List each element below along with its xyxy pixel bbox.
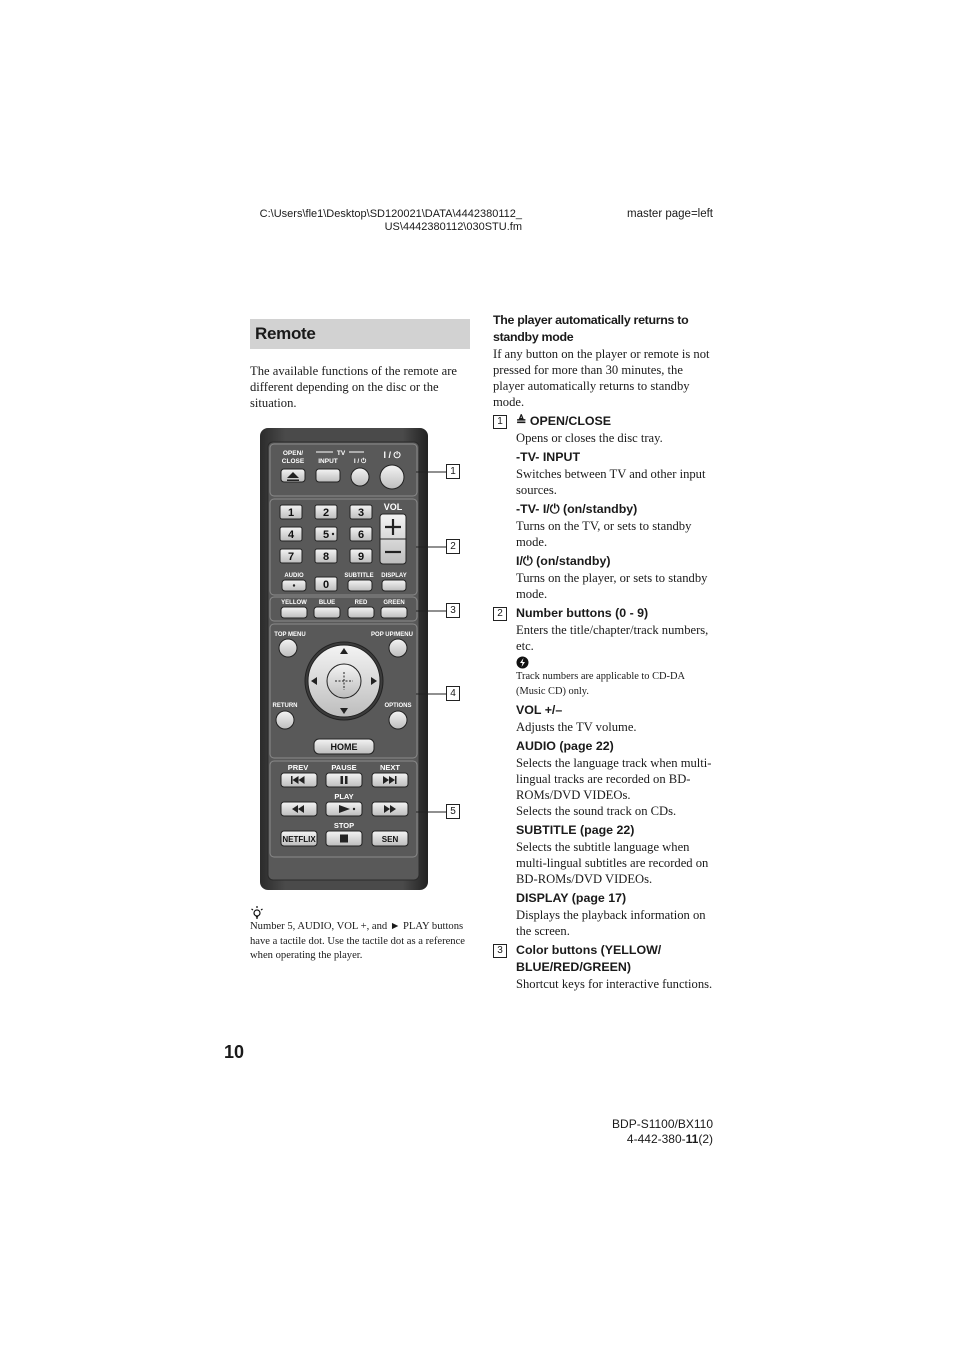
remote-popup-button bbox=[389, 639, 407, 657]
footer-code-prefix: 4-442-380- bbox=[626, 1132, 686, 1146]
remote-tv-power-button bbox=[351, 468, 369, 486]
remote-netflix-label: NETFLIX bbox=[282, 835, 316, 844]
standby-heading bbox=[493, 312, 715, 346]
remote-power-button bbox=[380, 465, 404, 489]
remote-return-label: RETURN bbox=[272, 703, 298, 709]
display-body: Displays the playback information on the screen. bbox=[516, 908, 706, 938]
footer-code bbox=[560, 1132, 713, 1147]
tv-power-body: Turns on the TV, or sets to standby mode. bbox=[516, 519, 692, 549]
item-2 bbox=[493, 605, 715, 939]
power-body: Turns on the player, or sets to standby mode. bbox=[516, 571, 708, 601]
remote-sen-label: SEN bbox=[381, 835, 399, 844]
remote-number-label-3: 4 bbox=[287, 529, 295, 541]
remote-color-button-1 bbox=[314, 607, 340, 618]
item-1-number: 1 bbox=[493, 415, 507, 429]
callout-5: 5 bbox=[446, 804, 460, 819]
power-title: I/⏻ (on/standby) bbox=[516, 554, 611, 568]
remote-subtitle-button bbox=[348, 580, 372, 591]
remote-color-button-2 bbox=[348, 607, 374, 618]
right-column bbox=[493, 312, 715, 992]
remote-home-label: HOME bbox=[330, 742, 358, 752]
tv-power-title: -TV- I/⏻ (on/standby) bbox=[516, 502, 638, 516]
remote-subtitle-label: SUBTITLE bbox=[344, 573, 374, 579]
item-2-body: Enters the title/chapter/track numbers, etc. bbox=[516, 623, 709, 653]
footer-code-bold: 11 bbox=[685, 1132, 699, 1146]
remote-color-label-1: BLUE bbox=[318, 600, 336, 606]
note-text: Track numbers are applicable to CD-DA (Music CD) only. bbox=[516, 671, 685, 697]
subtitle-body: Selects the subtitle language when multi-lingual subtitles are recorded on BD-ROMs/DVD VIDEOs. bbox=[516, 840, 709, 886]
remote-options-label: OPTIONS bbox=[384, 703, 412, 709]
callout-2: 2 bbox=[446, 539, 460, 554]
remote-number-label-7: 8 bbox=[322, 551, 330, 563]
master-page-label: master page=left bbox=[627, 208, 713, 220]
remote-number-label-1: 2 bbox=[322, 507, 330, 519]
item-3-title-1: Color buttons (YELLOW/ bbox=[516, 943, 662, 957]
remote-top-menu-button bbox=[279, 639, 297, 657]
remote-vol-label: VOL bbox=[383, 502, 403, 512]
intro-paragraph: The available functions of the remote are different depending on the disc or the situation. bbox=[250, 364, 458, 410]
remote-illustration bbox=[260, 428, 460, 890]
item-1-body: Opens or closes the disc tray. bbox=[516, 431, 663, 445]
footer-model: BDP-S1100/BX110 bbox=[612, 1117, 713, 1131]
file-path-line-1: C:\Users\fle1\Desktop\SD120021\DATA\4442380112_ bbox=[259, 208, 522, 220]
remote-open-label-2: CLOSE bbox=[281, 458, 305, 465]
remote-input-label: INPUT bbox=[318, 458, 338, 465]
remote-color-button-3 bbox=[381, 607, 407, 618]
remote-number-label-6: 7 bbox=[287, 551, 295, 563]
remote-number-label-9: 0 bbox=[322, 579, 330, 591]
audio-body-1: Selects the language track when multi-lingual tracks are recorded on BD-ROMs/DVD VIDEOs. bbox=[516, 756, 712, 802]
remote-next-label: NEXT bbox=[379, 763, 401, 772]
remote-number-label-5: 6 bbox=[357, 529, 365, 541]
standby-heading-line-2: standby mode bbox=[493, 330, 574, 344]
footer bbox=[560, 1117, 713, 1147]
remote-number-label-8: 9 bbox=[357, 551, 365, 563]
file-path-header bbox=[252, 208, 522, 234]
item-1 bbox=[493, 413, 715, 602]
remote-popup-label: POP UP/MENU bbox=[371, 632, 413, 638]
remote-display-label: DISPLAY bbox=[381, 573, 407, 579]
remote-number-label-4: 5 bbox=[322, 529, 330, 541]
remote-color-button-0 bbox=[281, 607, 307, 618]
remote-color-label-2: RED bbox=[354, 600, 368, 606]
remote-input-button bbox=[316, 469, 340, 482]
callout-3: 3 bbox=[446, 603, 460, 618]
item-2-title: Number buttons (0 - 9) bbox=[516, 606, 649, 620]
display-title: DISPLAY (page 17) bbox=[516, 891, 627, 905]
remote-tv-power-label: I / ⏻ bbox=[353, 458, 367, 465]
remote-return-button bbox=[276, 711, 294, 729]
tv-input-title: -TV- INPUT bbox=[516, 450, 581, 464]
stop-icon bbox=[340, 835, 348, 843]
vol-title: VOL +/– bbox=[516, 703, 563, 717]
file-path-line-2: US\4442380112\030STU.fm bbox=[384, 221, 522, 233]
remote-number-label-2: 3 bbox=[357, 507, 365, 519]
remote-number-label-0: 1 bbox=[287, 507, 295, 519]
callout-4: 4 bbox=[446, 686, 460, 701]
item-3-title-2: BLUE/RED/GREEN) bbox=[516, 960, 631, 974]
remote-power-label: I / ⏻ bbox=[383, 450, 401, 460]
remote-top-menu-label: TOP MENU bbox=[274, 632, 306, 638]
remote-options-button bbox=[389, 711, 407, 729]
item-2-number: 2 bbox=[493, 607, 507, 621]
callout-1: 1 bbox=[446, 464, 460, 479]
remote-drawing bbox=[260, 428, 460, 890]
footer-code-suffix: (2) bbox=[698, 1132, 713, 1146]
remote-tv-label: TV bbox=[336, 450, 346, 457]
remote-play-label: PLAY bbox=[334, 792, 354, 801]
item-3 bbox=[493, 942, 715, 992]
remote-stop-label: STOP bbox=[333, 821, 355, 830]
remote-color-label-0: YELLOW bbox=[281, 600, 307, 606]
note-icon bbox=[516, 656, 715, 670]
remote-audio-label: AUDIO bbox=[284, 573, 304, 579]
tip-text: Number 5, AUDIO, VOL +, and ► PLAY buttons have a tactile dot. Use the tactile dot as a reference when operating the player. bbox=[250, 921, 465, 961]
standby-body: If any button on the player or remote is not pressed for more than 30 minutes, the player automatically returns to standby mode. bbox=[493, 347, 710, 409]
page-number: 10 bbox=[224, 1042, 245, 1062]
remote-open-label-1: OPEN/ bbox=[282, 450, 304, 457]
item-3-body: Shortcut keys for interactive functions. bbox=[516, 977, 713, 991]
vol-body: Adjusts the TV volume. bbox=[516, 720, 637, 734]
item-1-title: ≜ OPEN/CLOSE bbox=[516, 414, 612, 428]
remote-prev-label: PREV bbox=[287, 763, 309, 772]
remote-display-button bbox=[382, 580, 406, 591]
remote-color-label-3: GREEN bbox=[383, 600, 405, 606]
standby-heading-line-1: The player automatically returns to bbox=[493, 313, 689, 327]
audio-body-2: Selects the sound track on CDs. bbox=[516, 804, 677, 818]
section-title: Remote bbox=[255, 324, 316, 343]
tv-input-body: Switches between TV and other input sources. bbox=[516, 467, 706, 497]
audio-title: AUDIO (page 22) bbox=[516, 739, 614, 753]
remote-pause-label: PAUSE bbox=[331, 763, 357, 772]
item-3-number: 3 bbox=[493, 944, 507, 958]
remote-pause-button bbox=[326, 773, 362, 787]
subtitle-title: SUBTITLE (page 22) bbox=[516, 823, 635, 837]
